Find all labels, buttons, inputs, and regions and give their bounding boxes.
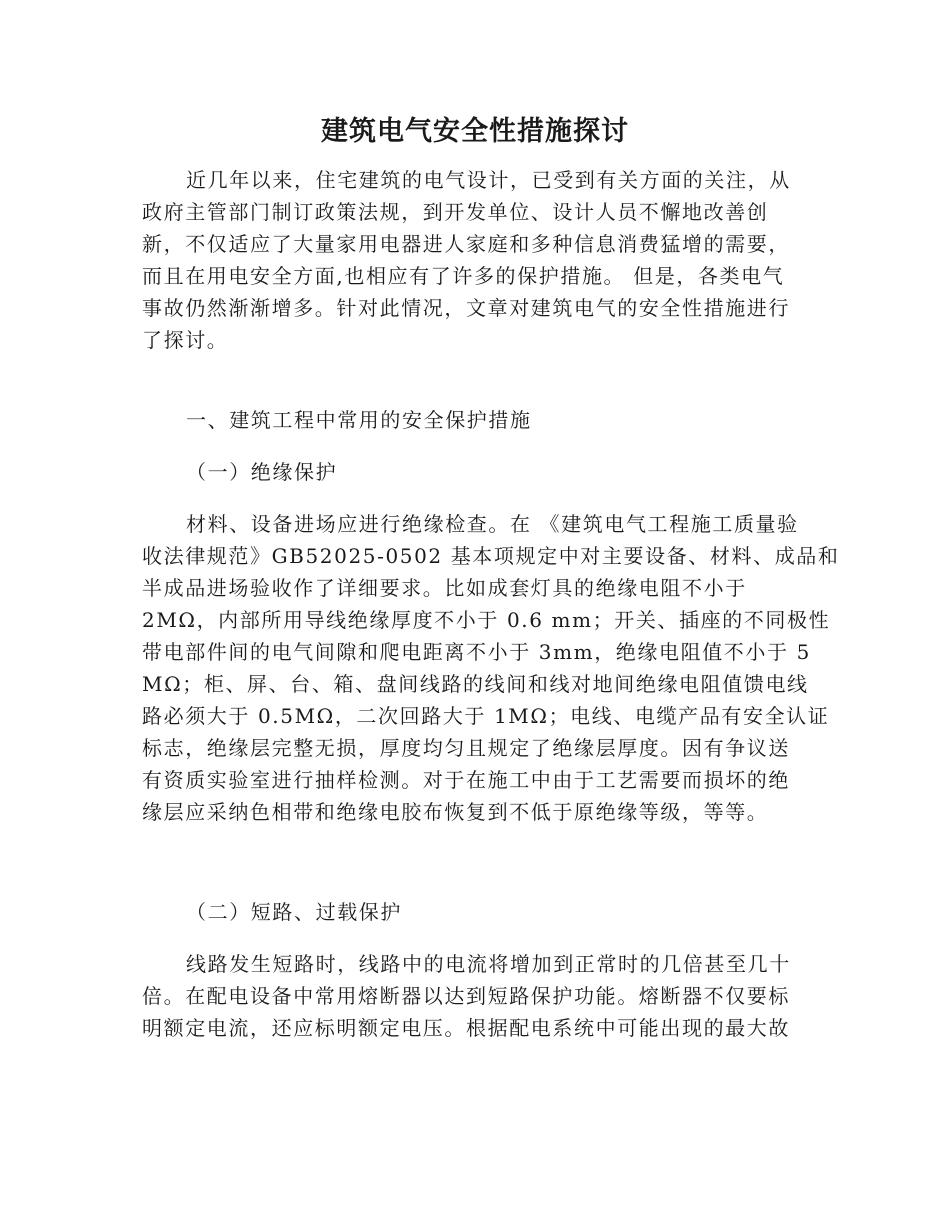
short-circuit-paragraph: [142, 948, 806, 1044]
text-line: 了探讨。: [142, 328, 229, 352]
subsection-heading: （二）短路、过载保护: [186, 900, 402, 924]
text-line: 明额定电流，还应标明额定电压。根据配电系统中可能出现的最大故: [142, 1016, 790, 1040]
text-line: 半成品进场验收作了详细要求。比如成套灯具的绝缘电阻不小于: [142, 576, 747, 600]
text-line: 近几年以来，住宅建筑的电气设计，已受到有关方面的关注，从: [186, 168, 791, 192]
text-line: 政府主管部门制订政策法规，到开发单位、设计人员不懈地改善创: [142, 200, 769, 224]
text-line: 带电部件间的电气间隙和爬电距离不小于 3mm，绝缘电阻值不小于 5: [142, 640, 811, 664]
document-title: 建筑电气安全性措施探讨: [321, 116, 629, 147]
intro-paragraph: [142, 164, 806, 356]
text-line: 标志，绝缘层完整无损，厚度均匀且规定了绝缘层厚度。因有争议送: [142, 736, 790, 760]
text-line: 收法律规范》GB52025-0502 基本项规定中对主要设备、材料、成品和: [142, 544, 840, 568]
text-line: 线路发生短路时，线路中的电流将增加到正常时的几倍甚至几十: [186, 952, 791, 976]
text-line: 缘层应采纳色相带和绝缘电胶布恢复到不低于原绝缘等级，等等。: [142, 800, 769, 824]
text-line: 倍。在配电设备中常用熔断器以达到短路保护功能。熔断器不仅要标: [142, 984, 790, 1008]
text-line: 新，不仅适应了大量家用电器进人家庭和多种信息消费猛增的需要，: [142, 232, 790, 256]
text-line: 事故仍然渐渐增多。针对此情况，文章对建筑电气的安全性措施进行: [142, 296, 790, 320]
section-heading: 一、建筑工程中常用的安全保护措施: [186, 408, 532, 432]
text-line: MΩ；柜、屏、台、箱、盘间线路的线间和线对地间绝缘电阻值馈电线: [142, 672, 809, 696]
text-line: 路必须大于 0.5MΩ，二次回路大于 1MΩ；电线、电缆产品有安全认证: [142, 704, 830, 728]
text-line: 有资质实验室进行抽样检测。对于在施工中由于工艺需要而损坏的绝: [142, 768, 790, 792]
insulation-paragraph: [142, 508, 840, 828]
text-line: 2MΩ，内部所用导线绝缘厚度不小于 0.6 mm；开关、插座的不同极性: [142, 608, 831, 632]
text-line: 而且在用电安全方面,也相应有了许多的保护措施。 但是，各类电气: [142, 264, 785, 288]
subsection-heading: （一）绝缘保护: [186, 460, 338, 484]
text-line: 材料、设备进场应进行绝缘检查。在 《建筑电气工程施工质量验: [186, 512, 799, 536]
